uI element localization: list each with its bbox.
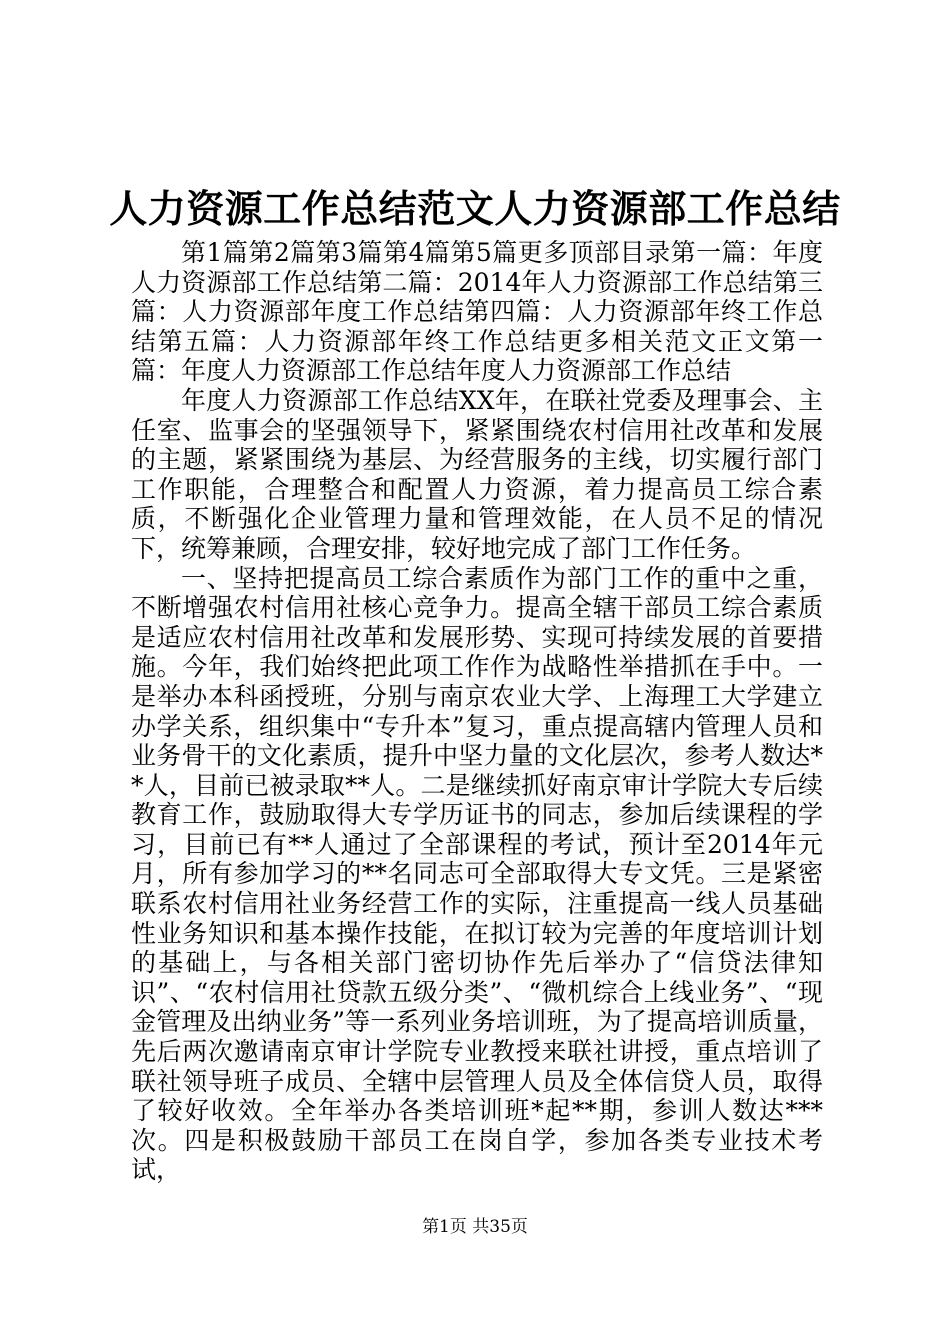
page-number-footer: 第1页 共35页	[422, 1217, 528, 1237]
paragraph-introduction: 年度人力资源部工作总结XX年，在联社党委及理事会、主任室、监事会的坚强领导下，紧紧围绕农村信用社改革和发展的主题，紧紧围绕为基层、为经营服务的主线，切实履行部门工作职能，合理整合和配置人力资源，着力提高员工综合素质，不断强化企业管理力量和管理效能，在人员不足的情况下，统筹兼顾，合理安排，较好地完成了部门工作任务。	[131, 385, 823, 563]
paragraph-table-of-contents: 第1篇第2篇第3篇第4篇第5篇更多顶部目录第一篇：年度人力资源部工作总结第二篇：2014年人力资源部工作总结第三篇：人力资源部年度工作总结第四篇：人力资源部年终工作总结第五篇：人力资源部年终工作总结更多相关范文正文第一篇：年度人力资源部工作总结年度人力资源部工作总结	[131, 238, 823, 386]
document-title: 人力资源工作总结范文人力资源部工作总结	[109, 186, 841, 231]
paragraph-section-one: 一、坚持把提高员工综合素质作为部门工作的重中之重，不断增强农村信用社核心竞争力。提高全辖干部员工综合素质是适应农村信用社改革和发展形势、实现可持续发展的首要措施。今年，我们始终把此项工作作为战略性举措抓在手中。一是举办本科函授班，分别与南京农业大学、上海理工大学建立办学关系，组织集中“专升本”复习，重点提高辖内管理人员和业务骨干的文化素质，提升中坚力量的文化层次，参考人数达**人，目前已被录取**人。二是继续抓好南京审计学院大专后续教育工作，鼓励取得大专学历证书的同志，参加后续课程的学习，目前已有**人通过了全部课程的考试，预计至2014年元月，所有参加学习的**名同志可全部取得大专文凭。三是紧密联系农村信用社业务经营工作的实际，注重提高一线人员基础性业务知识和基本操作技能，在拟订较为完善的年度培训计划的基础上，与各相关部门密切协作先后举办了“信贷法律知识”、“农村信用社贷款五级分类”、“微机综合上线业务”、“现金管理及出纳业务”等一系列业务培训班，为了提高培训质量，先后两次邀请南京审计学院专业教授来联社讲授，重点培训了联社领导班子成员、全辖中层管理人员及全体信贷人员，取得了较好收效。全年举办各类培训班*起**期，参训人数达***次。四是积极鼓励干部员工在岗自学，参加各类专业技术考试，	[131, 563, 823, 1185]
document-body	[131, 238, 823, 1185]
